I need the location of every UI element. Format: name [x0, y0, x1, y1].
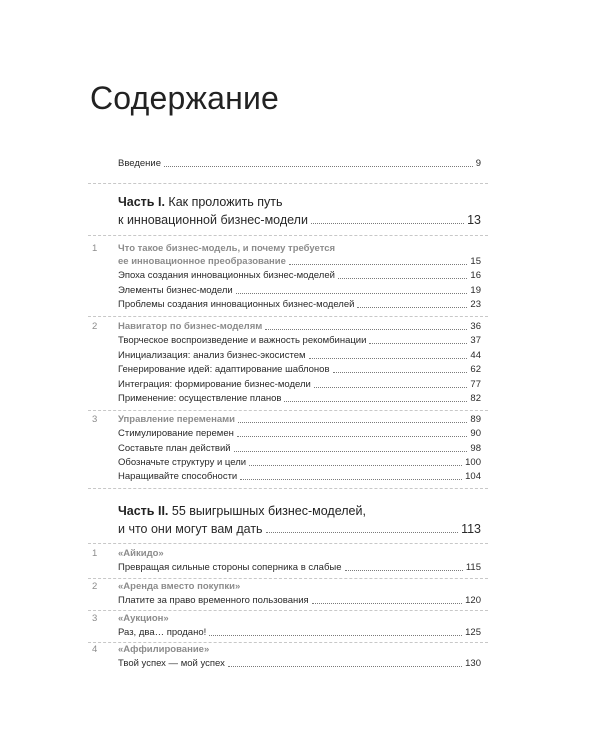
part-heading-1	[118, 194, 283, 210]
dot-leader	[333, 372, 468, 373]
section-label: Творческое воспроизведение и важность рекомбинации	[118, 335, 367, 346]
toc-entry-chapter[interactable]	[118, 256, 481, 268]
chapter-number: 1	[92, 548, 98, 559]
toc-entry-section[interactable]	[118, 335, 481, 347]
chapter-number: 1	[92, 243, 98, 254]
divider	[88, 235, 488, 236]
toc-entry-chapter[interactable]	[118, 414, 481, 426]
dot-leader	[237, 436, 468, 437]
page-number: 37	[470, 335, 481, 346]
dot-leader	[265, 329, 467, 330]
dot-leader	[209, 635, 462, 636]
part-title-line1: 55 выигрышных бизнес-моделей,	[171, 504, 366, 518]
dot-leader	[228, 666, 462, 667]
dot-leader	[289, 264, 468, 265]
chapter-title: Управление переменами	[118, 414, 235, 425]
divider	[88, 410, 488, 411]
divider	[88, 316, 488, 317]
chapter-title: «Айкидо»	[118, 548, 164, 559]
part-title-line2: к инновационной бизнес-модели	[118, 213, 308, 227]
page-number: 82	[470, 393, 481, 404]
section-label: Стимулирование перемен	[118, 428, 234, 439]
section-label: Инициализация: анализ бизнес-экосистем	[118, 350, 306, 361]
toc-entry-section[interactable]	[118, 428, 481, 440]
section-label: Применение: осуществление планов	[118, 393, 282, 404]
chapter-number: 4	[92, 644, 98, 655]
chapter-title-line2: ее инновационное преобразование	[118, 256, 286, 267]
section-label: Превращая сильные стороны соперника в слабые	[118, 562, 342, 573]
dot-leader	[236, 293, 468, 294]
page-number: 23	[470, 299, 481, 310]
toc-entry-section[interactable]	[118, 299, 481, 311]
dot-leader	[314, 387, 468, 388]
page-number: 90	[470, 428, 481, 439]
part-label: Часть II.	[118, 504, 169, 518]
dot-leader	[266, 532, 458, 533]
chapter-title: «Аренда вместо покупки»	[118, 581, 241, 592]
divider	[88, 183, 488, 184]
dot-leader	[240, 479, 462, 480]
dot-leader	[234, 451, 468, 452]
divider	[88, 488, 488, 489]
page-number: 100	[465, 457, 481, 468]
chapter-title: Навигатор по бизнес-моделям	[118, 321, 263, 332]
page-number: 62	[470, 364, 481, 375]
page-number: 36	[470, 321, 481, 332]
divider	[88, 642, 488, 643]
section-label: Составьте план действий	[118, 443, 231, 454]
toc-entry-section[interactable]	[118, 658, 481, 670]
section-label: Эпоха создания инновационных бизнес-моделей	[118, 270, 335, 281]
page-number: 113	[461, 522, 481, 536]
dot-leader	[357, 307, 467, 308]
page-number: 19	[470, 285, 481, 296]
section-label: Интеграция: формирование бизнес-модели	[118, 379, 311, 390]
toc-entry-part-1[interactable]	[118, 212, 481, 228]
part-label: Часть I.	[118, 195, 165, 209]
page-number: 15	[470, 256, 481, 267]
page-number: 9	[475, 158, 481, 169]
toc-entry-section[interactable]	[118, 471, 481, 483]
toc-entry-section[interactable]	[118, 393, 481, 405]
toc-entry-part-2[interactable]	[118, 521, 481, 537]
page-number: 13	[467, 213, 481, 227]
page-number: 125	[465, 627, 481, 638]
divider	[88, 543, 488, 544]
part-heading-2	[118, 503, 366, 519]
dot-leader	[249, 465, 462, 466]
page-number: 115	[465, 562, 481, 573]
dot-leader	[312, 603, 462, 604]
toc-entry-section[interactable]	[118, 350, 481, 362]
section-label: Элементы бизнес-модели	[118, 285, 233, 296]
section-label: Генерирование идей: адаптирование шаблонов	[118, 364, 330, 375]
page-number: 16	[470, 270, 481, 281]
section-label: Обозначьте структуру и цели	[118, 457, 247, 468]
dot-leader	[338, 278, 468, 279]
dot-leader	[284, 401, 467, 402]
toc-entry-section[interactable]	[118, 285, 481, 297]
page-number: 89	[470, 414, 481, 425]
section-label: Раз, два… продано!	[118, 627, 207, 638]
toc-entry-intro[interactable]	[118, 158, 481, 170]
page-title: Содержание	[90, 80, 280, 116]
chapter-number: 3	[92, 613, 98, 624]
toc-entry-label: Введение	[118, 158, 162, 169]
chapter-number: 3	[92, 414, 98, 425]
dot-leader	[309, 358, 468, 359]
part-title-line2: и что они могут вам дать	[118, 522, 263, 536]
chapter-title: «Аффилирование»	[118, 644, 210, 655]
chapter-title: «Аукцион»	[118, 613, 169, 624]
divider	[88, 610, 488, 611]
section-label: Проблемы создания инновационных бизнес-моделей	[118, 299, 355, 310]
chapter-number: 2	[92, 321, 98, 332]
page-number: 120	[465, 595, 481, 606]
section-label: Твой успех — мой успех	[118, 658, 225, 669]
page-number: 77	[470, 379, 481, 390]
page-number: 130	[465, 658, 481, 669]
toc-entry-section[interactable]	[118, 627, 481, 639]
toc-entry-section[interactable]	[118, 379, 481, 391]
page-number: 98	[470, 443, 481, 454]
page-number: 44	[470, 350, 481, 361]
toc-entry-section[interactable]	[118, 595, 481, 607]
toc-entry-section[interactable]	[118, 364, 481, 376]
toc-entry-section[interactable]	[118, 443, 481, 455]
toc-entry-section[interactable]	[118, 457, 481, 469]
dot-leader	[238, 422, 467, 423]
chapter-title-line1: Что такое бизнес-модель, и почему требуется	[118, 243, 336, 254]
chapter-number: 2	[92, 581, 98, 592]
page-number: 104	[465, 471, 481, 482]
dot-leader	[345, 570, 463, 571]
dot-leader	[164, 166, 473, 167]
section-label: Наращивайте способности	[118, 471, 238, 482]
part-title-line1: Как проложить путь	[168, 195, 283, 209]
toc-entry-section[interactable]	[118, 270, 481, 282]
section-label: Платите за право временного пользования	[118, 595, 309, 606]
dot-leader	[311, 223, 464, 224]
toc-entry-section[interactable]	[118, 562, 481, 574]
divider	[88, 578, 488, 579]
dot-leader	[369, 343, 467, 344]
toc-entry-chapter[interactable]	[118, 321, 481, 333]
